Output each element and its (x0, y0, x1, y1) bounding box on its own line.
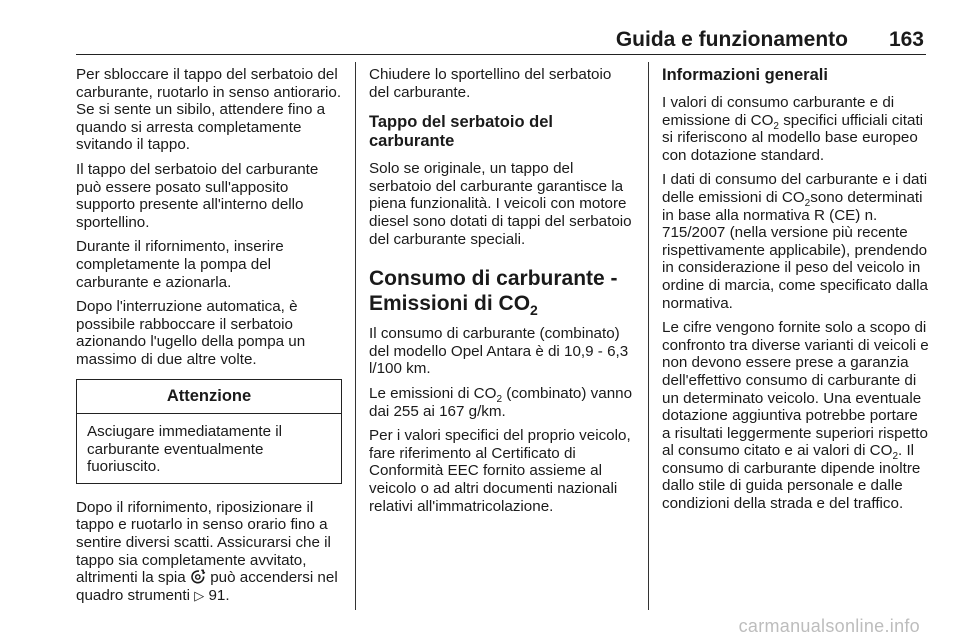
warning-title: Attenzione (77, 380, 341, 415)
column-divider-1 (355, 62, 356, 610)
watermark: carmanualsonline.info (738, 616, 920, 636)
paragraph-regulation (662, 171, 930, 312)
page-header (76, 28, 926, 55)
official-values-text-b: specifici ufficiali citati si riferiscono al modello base europeo con dotazione standard. (662, 111, 924, 164)
comparison-subscript: 2 (892, 451, 899, 463)
paragraph-topup: Dopo l'interruzione automatica, è possibile rabboccare il serbatoio azionando l'ugello della pompa un massimo di due altre volte. (76, 298, 306, 368)
comparison-text-a: Le cifre vengono fornite solo a scopo di confronto tra diverse varianti di veicoli e non devono essere prese a garanzia dell'effettivo consumo di carburante di un determinato veicolo. Una eventuale dotazione aggiuntiva potrebbe portare a risultati leggermente superiori rispetto al consumo citato e ai valori di CO (662, 319, 929, 460)
heading-consumption-text: Consumo di carburante - Emissioni di CO (369, 267, 618, 316)
triangle-right-icon: ▷ (194, 587, 205, 603)
column-3 (662, 66, 930, 520)
official-values-text-a: I valori di consumo carburante e di emissione di CO (662, 94, 895, 129)
co2-subscript: 2 (496, 393, 503, 405)
paragraph-official-values (662, 94, 930, 164)
regulation-text-b: sono determinati in base alla normativa R (CE) n. 715/2007 (nella versione più recente rispettivamente applicabile), prendendo in considerazione il peso del veicolo in ordine di marcia, come specificato dalla normativa. (662, 188, 928, 312)
paragraph-unlock-cap: Per sbloccare il tappo del serbatoio del carburante, ruotarlo in senso antiorario. Se si sente un sibilo, attendere fino a quando si arresta completamente svitando il tappo. (76, 66, 342, 154)
page-reference[interactable]: 91. (208, 586, 230, 604)
paragraph-cap-holder: Il tappo del serbatoio del carburante può essere posato sull'apposito supporto presente all'interno dello sportellino. (76, 160, 319, 231)
heading-fuel-cap: Tappo del serbatoio del carburante (369, 113, 553, 151)
paragraph-comparison (662, 319, 930, 513)
replace-cap-text-a: Dopo il rifornimento, riposizionare il tappo e ruotarlo in senso orario fino a sentire diversi scatti. Assicurarsi che il tappo sia completamente avvitato, altrimenti la spia (76, 498, 331, 587)
paragraph-replace-cap (76, 499, 342, 605)
comparison-text-b: . Il consumo di carburante dipende inoltre dallo stile di guida personale e dalle condizioni della strada e del traffico. (662, 442, 921, 513)
paragraph-original-cap: Solo se originale, un tappo del serbatoio del carburante garantisce la piena funzionalità. I veicoli con motore diesel sono dotati di tappi del serbatoio del carburante speciali. (369, 160, 632, 248)
paragraph-refuel: Durante il rifornimento, inserire completamente la pompa del carburante e azionarla. (76, 238, 284, 291)
paragraph-consumption-value: Il consumo di carburante (combinato) del modello Opel Antara è di 10,9 - 6,3 l/100 km. (369, 325, 629, 378)
replace-cap-text-b: può accendersi nel quadro strumenti (76, 569, 338, 604)
co2-text-b: (combinato) vanno dai 255 ai 167 g/km. (369, 384, 633, 420)
co2-text-a: Le emissioni di CO (369, 384, 497, 402)
fuel-cap-warning-icon (190, 569, 206, 584)
paragraph-close-flap: Chiudere lo sportellino del serbatoio del carburante. (369, 66, 612, 101)
column-1 (76, 66, 342, 611)
paragraph-certificate: Per i valori specifici del proprio veicolo, fare riferimento al Certificato di Conformità EEC fornito assieme al veicolo o ad altri documenti nazionali relativi all'immatricolazione. (369, 427, 631, 515)
page-header-title: Guida e funzionamento (615, 28, 848, 51)
regulation-subscript: 2 (804, 198, 811, 209)
column-divider-2 (648, 62, 649, 610)
page-number: 163 (888, 28, 924, 51)
warning-text: Asciugare immediatamente il carburante eventualmente fuoriuscito. (87, 423, 282, 476)
heading-consumption-emissions (369, 266, 634, 319)
heading-general-info: Informazioni generali (662, 66, 828, 84)
column-2 (369, 66, 634, 522)
warning-box (76, 379, 342, 484)
regulation-text-a: I dati di consumo del carburante e i dati delle emissioni di CO (662, 171, 928, 206)
heading-subscript: 2 (530, 302, 538, 319)
paragraph-co2-value (369, 385, 634, 420)
official-values-subscript: 2 (773, 120, 779, 132)
